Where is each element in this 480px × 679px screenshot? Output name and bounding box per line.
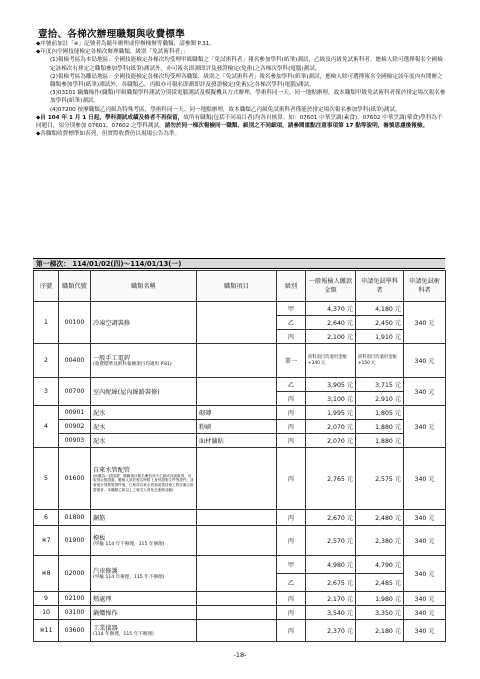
cell-item: 砌磚 — [197, 406, 277, 420]
cell-fee: 3,540 元 — [306, 606, 356, 620]
cell-name — [91, 526, 197, 556]
cell-fee: 4,980 元 — [306, 556, 356, 574]
cell-fee: 2,570 元 — [306, 526, 356, 556]
table-row — [34, 302, 446, 316]
cell-name: 泥水 — [91, 434, 197, 448]
cell-fee: 2,070 元 — [306, 420, 356, 434]
cell-item: 粉刷 — [197, 420, 277, 434]
header-fee-exempt-prac: 申請免試術科者 — [404, 271, 446, 302]
cell-exempt: 3,715 元 — [356, 378, 404, 392]
cell-code: 03100 — [59, 606, 91, 620]
table-row — [34, 434, 446, 448]
cell-name — [91, 344, 197, 378]
cell-name: 冷凍空調裝修 — [91, 302, 197, 344]
name-subtext: (收費標準及術科報檢項目均適用 P.81) — [93, 362, 172, 367]
note-3: (1)報檢考區為本島地區：全國技能檢定各梯次均受理甲級職類之「免試術科者」報名參加學科(紙筆)測試，乙級及丙級免試術科者，應檢人除可選擇報名全國檢定該梯次有排定之職類參加學科(紙筆)測試外，亦可報名即測即評及發證檢定(免術)之各梯次學科(電腦)測試。 — [50, 57, 443, 72]
note-2: ◆年度內全國技能檢定各梯次辦理職類、級別「免試術科者」： — [36, 49, 189, 56]
table-row — [34, 378, 446, 392]
cell-level: 丙 — [277, 526, 306, 556]
cell-code: 01900 — [59, 526, 91, 556]
table-row — [34, 510, 446, 526]
cell-name — [91, 620, 197, 642]
cell-serial: 3 — [34, 378, 59, 406]
cell-code: 00903 — [59, 434, 91, 448]
cell-prac: 340 元 — [404, 606, 446, 620]
cell-fee: 2,070 元 — [306, 434, 356, 448]
cell-prac: 340 元 — [404, 510, 446, 526]
cell-name — [91, 556, 197, 592]
cell-fee: 3,100 元 — [306, 392, 356, 406]
cell-level: 丙 — [277, 330, 306, 344]
cell-exempt: 2,180 元 — [356, 620, 404, 642]
cell-serial: ※7 — [34, 526, 59, 556]
cell-code: 00400 — [59, 344, 91, 378]
cell-fee: 2,640 元 — [306, 316, 356, 330]
cell-fee: 2,670 元 — [306, 510, 356, 526]
cell-name: 鍋爐操作 — [91, 606, 197, 620]
cell-prac: 340 元 — [404, 302, 446, 344]
cell-level: 丙 — [277, 406, 306, 420]
table-row — [34, 556, 446, 574]
note-7 — [36, 114, 446, 130]
note-7-bold-c: 請勿於同一梯次報檢同一職類、級別之不同細項，請參閱重點注意事項第 17 點等說明，審慎思慮後報檢。 — [164, 123, 429, 130]
cell-exempt: 術科項目均適用金額+150 元 — [356, 344, 404, 378]
period-header: 第一梯次： 114/01/02(四)～114/01/13(一) — [33, 258, 445, 269]
cell-exempt: 1,880 元 — [356, 420, 404, 434]
cell-item — [197, 592, 277, 606]
cell-level: 丙 — [277, 606, 306, 620]
cell-name — [91, 448, 197, 510]
cell-level: 單一 — [277, 344, 306, 378]
cell-prac: 340 元 — [404, 448, 446, 510]
note-1: ◆序號前加註「※」記號者為隨年辦理或停辦梯辦等職類，請參閱 P.31。 — [36, 41, 215, 47]
cell-level: 乙 — [277, 574, 306, 592]
table-row — [34, 606, 446, 620]
cell-code: 01600 — [59, 448, 91, 510]
cell-exempt: 1,980 元 — [356, 592, 404, 606]
cell-fee: 2,765 元 — [306, 448, 356, 510]
table-row — [34, 448, 446, 510]
header-code: 職類代號 — [59, 271, 91, 302]
cell-fee: 1,995 元 — [306, 406, 356, 420]
cell-serial: 1 — [34, 302, 59, 344]
header-name: 職類名稱 — [91, 271, 197, 302]
cell-serial: ※8 — [34, 556, 59, 592]
cell-exempt: 1,910 元 — [356, 330, 404, 344]
cell-level: 乙 — [277, 316, 306, 330]
cell-fee: 2,170 元 — [306, 592, 356, 606]
cell-code: 02100 — [59, 592, 91, 606]
name-subtext: (甲級 114 年辦理，115 年不辦理) — [93, 575, 165, 580]
cell-level: 丙 — [277, 620, 306, 642]
name-text: 自來水管配管 — [93, 466, 131, 474]
note-8: ◆各職類收費標準如表列，但實際收費仍以現場公告為準。 — [36, 131, 181, 138]
name-text: 模板 — [93, 535, 106, 542]
cell-exempt: 1,880 元 — [356, 434, 404, 448]
cell-exempt: 2,380 元 — [356, 526, 404, 556]
cell-name: 泥水 — [91, 420, 197, 434]
cell-item — [197, 510, 277, 526]
cell-exempt: 2,450 元 — [356, 316, 404, 330]
note-4: (2)報檢考區為離島地區：全國技能檢定各梯次均受理各職類、級別之「免試術科者」報名參加學科(紙筆)測試，應檢人除可選擇報名全國檢定該年度內有開辦之職類參加學科(紙筆)測試外，各職類乙、丙級亦可報名即測即評及發證檢定(免術)之各梯次學科(電腦)測試。 — [50, 73, 443, 89]
cell-code: 02000 — [59, 556, 91, 592]
cell-fee: 2,675 元 — [306, 574, 356, 592]
cell-code: 03600 — [59, 620, 91, 642]
cell-fee: 2,100 元 — [306, 330, 356, 344]
cell-exempt: 2,485 元 — [356, 574, 404, 592]
cell-item — [197, 620, 277, 642]
cell-exempt: 2,910 元 — [356, 392, 404, 406]
cell-item: 面材舖貼 — [197, 434, 277, 448]
cell-fee: 術科項目均適用金額+340 元 — [306, 344, 356, 378]
cell-item — [197, 302, 277, 344]
cell-name: 室內配線(屋內線路裝修) — [91, 378, 197, 406]
name-subtext: (114 年辦理，115 年不辦理) — [93, 632, 154, 637]
cell-code: 00902 — [59, 420, 91, 434]
cell-fee: 3,905 元 — [306, 378, 356, 392]
cell-serial: 9 — [34, 592, 59, 606]
note-6: (4)07200 按摩職類乙丙級為特殊考區，學術科同一天、同一地點辦理，故本職類乙丙級免試術科者僅能於排定場次報名參加學科(紙筆)測試。 — [50, 106, 401, 113]
cell-code: 00700 — [59, 378, 91, 406]
cell-code: 00100 — [59, 302, 91, 344]
cell-item — [197, 526, 277, 556]
cell-exempt: 2,575 元 — [356, 448, 404, 510]
header-level: 級別 — [277, 271, 306, 302]
note-5: (3)03101 鍋爐操作(職類)甲級職類學科測試分別採電腦測試及模擬機具方式辦理，學術科同一天、同一地點辦理，故本職類甲級免試術科者僅於排定場次報名參加學科(紙筆)測試。 — [50, 90, 446, 105]
page-title: 壹拾、各梯次辦理職類與收費標準 — [38, 29, 186, 40]
cell-code: 01800 — [59, 510, 91, 526]
cell-item — [197, 378, 277, 406]
cell-serial: 4 — [34, 406, 59, 448]
cell-serial: ※11 — [34, 620, 59, 642]
cell-exempt: 1,805 元 — [356, 406, 404, 420]
cell-level: 丙 — [277, 448, 306, 510]
cell-serial: 10 — [34, 606, 59, 620]
cell-level: 丙 — [277, 420, 306, 434]
cell-fee: 4,370 元 — [306, 302, 356, 316]
cell-prac: 340 元 — [404, 592, 446, 606]
note-7-text: 故所有職類(包括不同項目者)均各自核算。如：07601 中華烹調(素食)、07602 中華烹調(葷食)學科為不同題目，須分別參加 07601、07602 之學科測試， — [36, 114, 443, 130]
page-number: -18- — [233, 651, 247, 659]
table-row — [34, 420, 446, 434]
cell-exempt: 3,350 元 — [356, 606, 404, 620]
table-header-row — [34, 271, 446, 302]
table-row — [34, 526, 446, 556]
cell-prac: 340 元 — [404, 406, 446, 448]
cell-serial: 6 — [34, 510, 59, 526]
cell-code: 00901 — [59, 406, 91, 420]
header-item: 職類項目 — [197, 271, 277, 302]
cell-item — [197, 606, 277, 620]
header-fee-exempt: 申請免試學科者 — [356, 271, 404, 302]
cell-exempt: 4,790 元 — [356, 556, 404, 574]
note-7-bold-a: ◆自 104 年 1 月 1 日起，學科測試成績及格者不再保留， — [36, 114, 184, 121]
cell-exempt: 4,180 元 — [356, 302, 404, 316]
cell-item — [197, 344, 277, 378]
cell-name: 銅筋 — [91, 510, 197, 526]
cell-name: 泥水 — [91, 406, 197, 420]
cell-level: 丙 — [277, 592, 306, 606]
name-text: 一般手工電銲 — [93, 355, 131, 362]
cell-level: 丙 — [277, 392, 306, 406]
table-row — [34, 620, 446, 642]
cell-level: 丙 — [277, 510, 306, 526]
cell-prac: 340 元 — [404, 344, 446, 378]
cell-item — [197, 556, 277, 592]
name-text: 汽車修護 — [93, 568, 118, 575]
header-serial: 序號 — [34, 271, 59, 302]
cell-level: 甲 — [277, 302, 306, 316]
cell-serial: 5 — [34, 448, 59, 510]
name-subtext: (甲級 114 年不辦理，115 年辦理) — [93, 542, 165, 547]
cell-serial: 2 — [34, 344, 59, 378]
cell-fee: 2,370 元 — [306, 620, 356, 642]
cell-prac: 340 元 — [404, 556, 446, 592]
cell-prac: 340 元 — [404, 526, 446, 556]
table-row — [34, 592, 446, 606]
cell-level: 甲 — [277, 556, 306, 574]
table-row — [34, 406, 446, 420]
notes-section — [36, 40, 446, 138]
header-fee-general: 一般報檢人繳款金額 — [306, 271, 356, 302]
table-row — [34, 344, 446, 378]
fee-table — [33, 270, 446, 642]
cell-exempt: 2,480 元 — [356, 510, 404, 526]
name-text: 工業儀器 — [93, 625, 118, 632]
cell-name: 熱處理 — [91, 592, 197, 606]
cell-item — [197, 448, 277, 510]
name-subtext: (而職為一試兩證，隨職項目報名參加其中乙級或丙級級別，可取得合格證書，應檢人須於報名時附上身份證明文件等證件，並會後分別核對證件後，已取得自來水管承裝業技術工程評審合格證書者，本職類乙級以上之報名人員免去進修活動) — [93, 473, 194, 492]
cell-prac: 340 元 — [404, 378, 446, 406]
cell-level: 丙 — [277, 434, 306, 448]
cell-prac: 340 元 — [404, 620, 446, 642]
cell-level: 乙 — [277, 378, 306, 392]
